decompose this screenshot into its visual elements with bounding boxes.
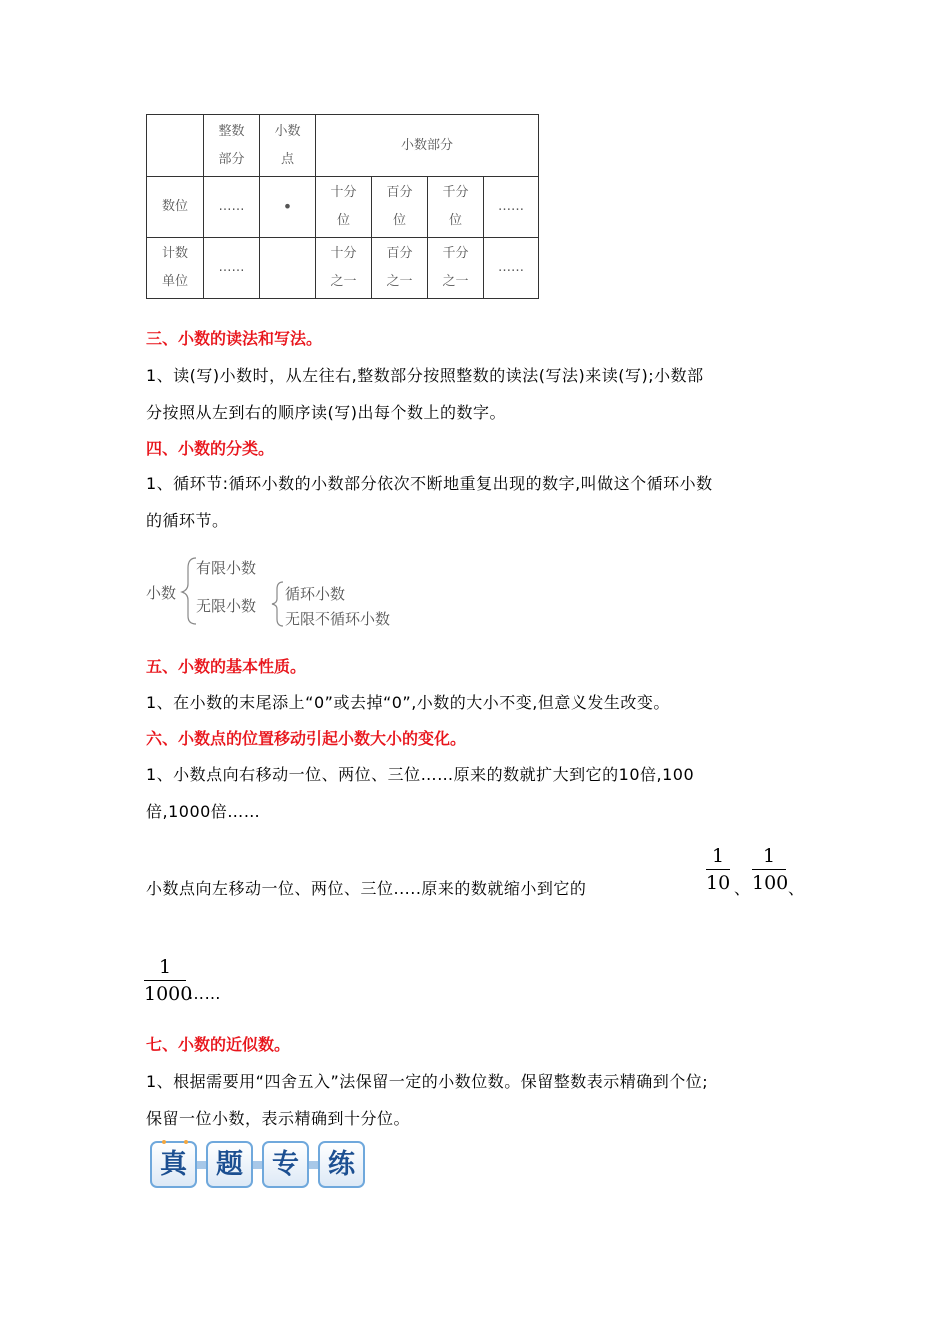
section-5-text: 1、在小数的末尾添上“0”或去掉“0”,小数的大小不变,但意义发生改变。 bbox=[146, 693, 670, 712]
section-3-text-line1: 1、读(写)小数时，从左往右,整数部分按照整数的读法(写法)来读(写);小数部 bbox=[146, 366, 704, 385]
cell-integer-places: …… bbox=[204, 177, 260, 238]
section-6-text-left: 小数点向左移动一位、两位、三位.....原来的数就缩小到它的 bbox=[146, 879, 587, 898]
section-4-text-line1: 1、循环节:循环小数的小数部分依次不断地重复出现的数字,叫做这个循环小数 bbox=[146, 474, 713, 493]
header-decimal-part: 小数部分 bbox=[316, 115, 539, 177]
section-4-title: 四、小数的分类。 bbox=[146, 439, 275, 458]
diagram-finite: 有限小数 bbox=[196, 559, 257, 577]
badge-char-1: 真 bbox=[150, 1141, 197, 1188]
cell-tenths-unit: 十分 之一 bbox=[316, 238, 372, 299]
cell-point: • bbox=[260, 177, 316, 238]
cell-thousandths-unit: 千分 之一 bbox=[428, 238, 484, 299]
cell-hundredths-unit: 百分 之一 bbox=[372, 238, 428, 299]
diagram-repeating: 循环小数 bbox=[285, 585, 346, 603]
cell-more-units: …… bbox=[484, 238, 539, 299]
section-6-text-line1: 1、小数点向右移动一位、两位、三位……原来的数就扩大到它的10倍,100 bbox=[146, 765, 695, 784]
header-integer-part: 整数 部分 bbox=[204, 115, 260, 177]
brace-infinite bbox=[270, 580, 286, 628]
fraction-one-tenth: 1 10 bbox=[706, 845, 731, 894]
section-7-text-line2: 保留一位小数，表示精确到十分位。 bbox=[146, 1109, 411, 1128]
badge-char-2: 题 bbox=[206, 1141, 253, 1188]
place-value-table bbox=[146, 114, 539, 299]
section-7-title: 七、小数的近似数。 bbox=[146, 1035, 291, 1054]
fraction-one-thousandth: 1 1000 bbox=[144, 956, 193, 1005]
section-7-text-line1: 1、根据需要用“四舍五入”法保留一定的小数位数。保留整数表示精确到个位; bbox=[146, 1072, 709, 1091]
section-3-title: 三、小数的读法和写法。 bbox=[146, 329, 323, 348]
cell-integer-units: …… bbox=[204, 238, 260, 299]
fraction-separator-1: 、 bbox=[734, 879, 751, 898]
cell-tenths-place: 十分 位 bbox=[316, 177, 372, 238]
cell-thousandths-place: 千分 位 bbox=[428, 177, 484, 238]
section-6-text-line2: 倍,1000倍…… bbox=[146, 802, 261, 821]
row-label-places: 数位 bbox=[147, 177, 204, 238]
diagram-infinite: 无限小数 bbox=[196, 597, 257, 615]
cell-point-units bbox=[260, 238, 316, 299]
section-6-ellipsis: …… bbox=[188, 984, 221, 1003]
cell-hundredths-place: 百分 位 bbox=[372, 177, 428, 238]
table-corner-cell bbox=[147, 115, 204, 177]
section-4-text-line2: 的循环节。 bbox=[146, 511, 229, 530]
fraction-one-hundredth: 1 100 bbox=[752, 845, 789, 894]
row-label-units: 计数 单位 bbox=[147, 238, 204, 299]
diagram-non-repeating: 无限不循环小数 bbox=[285, 610, 391, 628]
section-6-title: 六、小数点的位置移动引起小数大小的变化。 bbox=[146, 729, 467, 748]
badge-char-3: 专 bbox=[262, 1141, 309, 1188]
cell-more-places: …… bbox=[484, 177, 539, 238]
section-5-title: 五、小数的基本性质。 bbox=[146, 657, 307, 676]
diagram-root: 小数 bbox=[146, 584, 177, 602]
header-decimal-point: 小数 点 bbox=[260, 115, 316, 177]
fraction-separator-2: 、 bbox=[788, 879, 805, 898]
section-3-text-line2: 分按照从左到右的顺序读(写)出每个数上的数字。 bbox=[146, 403, 506, 422]
badge-char-4: 练 bbox=[318, 1141, 365, 1188]
